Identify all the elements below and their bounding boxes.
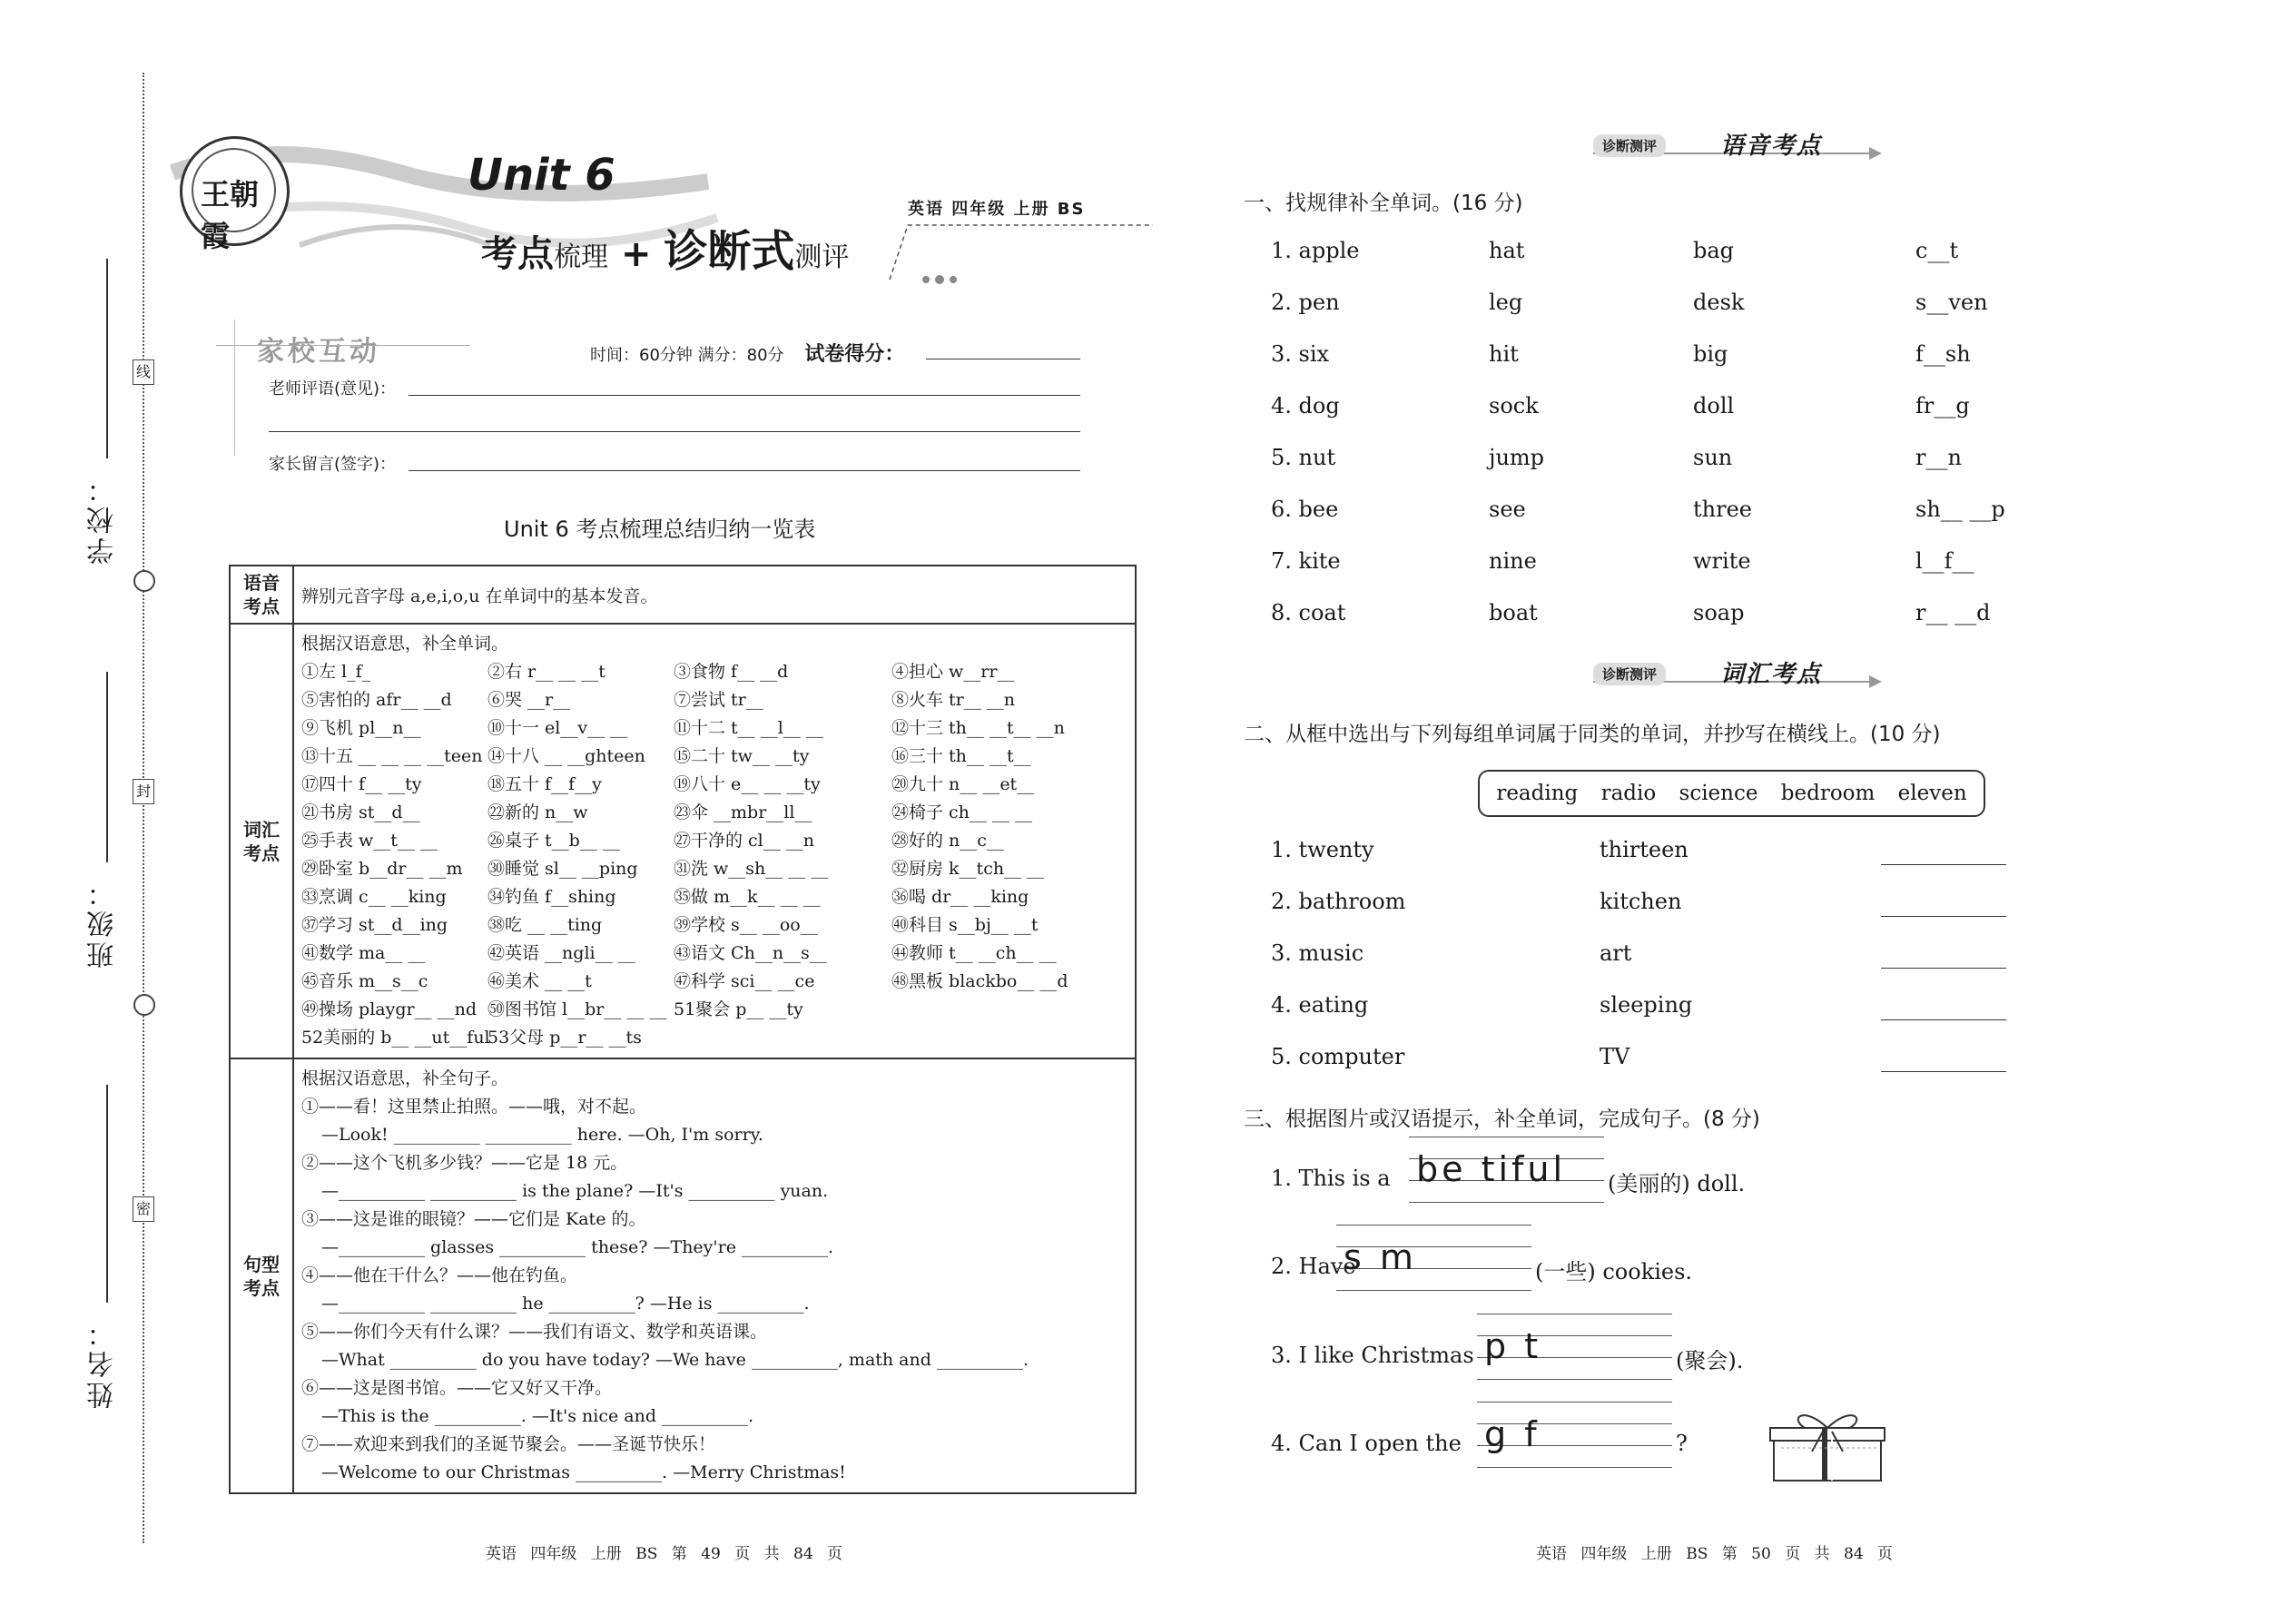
phonics-category: 语音 考点 bbox=[230, 566, 293, 624]
vocab-item: ⑪十二 t__ __l__ __ bbox=[674, 718, 823, 738]
vocab-item: ⑮二十 tw__ __ty bbox=[674, 746, 810, 766]
vocab-row bbox=[230, 624, 1136, 1058]
vocab-item: ㊵科目 s__bj__ __t bbox=[891, 915, 1039, 935]
q2-word: 4. eating bbox=[1271, 992, 1369, 1018]
sentence-prompt: ⑥——这是图书馆。——它又好又干净。 bbox=[301, 1378, 613, 1398]
q2-word: 5. computer bbox=[1271, 1044, 1405, 1069]
q3-handwriting-answer[interactable] bbox=[1336, 1225, 1531, 1294]
q3-handwriting-answer[interactable] bbox=[1477, 1314, 1672, 1383]
vocab-category: 词汇 考点 bbox=[230, 624, 293, 1058]
time-info: 时间：60分钟 满分：80分 bbox=[590, 346, 784, 365]
section-tag-vocab: 诊断测评 词汇考点 bbox=[1593, 655, 1893, 692]
q1-blank-word[interactable]: fr__g bbox=[1915, 393, 1970, 418]
q3-sentence-start: 4. Can I open the bbox=[1271, 1431, 1462, 1456]
vocab-item: ⑱五十 f__f__y bbox=[487, 774, 602, 794]
header-dashed-line bbox=[871, 216, 1162, 289]
sentence-prompt: ④——他在干什么？——他在钓鱼。 bbox=[301, 1265, 578, 1285]
sentence-prompt: ②——这个飞机多少钱？——它是 18 元。 bbox=[301, 1153, 628, 1173]
q3-sentence-end: (聚会). bbox=[1676, 1348, 1744, 1373]
section-tag-phonics: 诊断测评 语音考点 bbox=[1593, 127, 1893, 163]
q1-word: see bbox=[1489, 497, 1526, 522]
q1-blank-word[interactable]: r__n bbox=[1915, 445, 1962, 470]
phonics-row bbox=[230, 566, 1136, 624]
vocab-item: ㊹教师 t__ __ch__ __ bbox=[891, 943, 1057, 963]
vocab-item: ①左 l_f_ bbox=[301, 662, 371, 682]
parent-note-label: 家长留言(签字)： bbox=[269, 455, 397, 474]
word-box: reading radio science bedroom eleven bbox=[1478, 770, 1985, 817]
sentence-blank-line: —__________ __________ is the plane? —It's __________ yuan. bbox=[321, 1181, 829, 1201]
phonics-text: 辨别元音字母 a,e,i,o,u 在单词中的基本发音。 bbox=[293, 566, 1136, 624]
q2-answer-line[interactable] bbox=[1881, 1071, 2006, 1072]
left-footer: 英语 四年级 上册 BS 第 49 页 共 84 页 bbox=[486, 1545, 843, 1563]
sentence-blank-line: —What __________ do you have today? —We have __________, math and __________. bbox=[321, 1350, 1029, 1370]
binding-dotted-line bbox=[143, 73, 144, 1543]
vocab-item: ㉟做 m__k__ __ __ bbox=[674, 887, 821, 907]
vocab-item: ㉑书房 st__d__ bbox=[301, 802, 420, 822]
q2-word: 1. twenty bbox=[1271, 837, 1374, 862]
q1-word: jump bbox=[1489, 445, 1545, 470]
vocab-item: ⑫十三 th__ __t__ __n bbox=[891, 718, 1065, 738]
q1-word: 1. apple bbox=[1271, 238, 1360, 263]
vocab-item: ②右 r__ __ __t bbox=[487, 662, 605, 682]
q3-title: 三、根据图片或汉语提示，补全单词，完成句子。(8 分) bbox=[1244, 1107, 1760, 1131]
vocab-item: ㊾操场 playgr__ __nd bbox=[301, 999, 478, 1019]
q1-word: three bbox=[1693, 497, 1752, 522]
q1-blank-word[interactable]: c__t bbox=[1915, 238, 1959, 263]
q1-blank-word[interactable]: s__ven bbox=[1915, 290, 1988, 315]
q3-sentence-start: 3. I like Christmas bbox=[1271, 1343, 1474, 1368]
vocab-item: ㉙卧室 b__dr__ __m bbox=[301, 859, 463, 879]
q1-word: 5. nut bbox=[1271, 445, 1336, 470]
sentence-blank-line: —This is the __________. —It's nice and __________. bbox=[321, 1406, 754, 1426]
vocab-item bbox=[891, 1024, 1091, 1052]
vocab-item: ⑨飞机 pl__n__ bbox=[301, 718, 421, 738]
q1-blank-word[interactable]: f__sh bbox=[1915, 341, 1971, 367]
vocab-item: ㉗干净的 cl__ __n bbox=[674, 831, 815, 851]
q1-title: 一、找规律补全单词。(16 分) bbox=[1244, 192, 1523, 215]
vocab-item: ㊺音乐 m__s__c bbox=[301, 971, 428, 991]
school-field[interactable] bbox=[106, 259, 108, 458]
q1-word: 7. kite bbox=[1271, 548, 1341, 574]
q2-word: TV bbox=[1600, 1044, 1630, 1069]
gift-box-image bbox=[1768, 1412, 1886, 1486]
q3-handwriting-answer[interactable] bbox=[1409, 1137, 1604, 1206]
sentence-blank-line: —Welcome to our Christmas __________. —Merry Christmas! bbox=[321, 1462, 846, 1482]
seal-char-2: 封 bbox=[133, 779, 154, 804]
vocab-item: ㊶数学 ma__ __ bbox=[301, 943, 426, 963]
q1-word: 8. coat bbox=[1271, 600, 1346, 625]
vocab-item: ㉖桌子 t__b__ __ bbox=[487, 831, 620, 851]
q1-blank-word[interactable]: l__f__ bbox=[1915, 548, 1974, 574]
vocab-item: ㉞钓鱼 f__shing bbox=[487, 887, 616, 907]
q3-handwriting-text: s m bbox=[1344, 1237, 1417, 1277]
q3-sentence-start: 1. This is a bbox=[1271, 1166, 1391, 1191]
q1-word: soap bbox=[1693, 600, 1745, 625]
vocab-item: 52美丽的 b__ __ut__ful bbox=[301, 1028, 490, 1048]
q1-word: hit bbox=[1489, 341, 1519, 367]
q3-handwriting-text: be tiful bbox=[1416, 1149, 1567, 1189]
vocab-item: ⑧火车 tr__ __n bbox=[891, 690, 1016, 710]
vocab-instruction: 根据汉语意思，补全单词。 bbox=[301, 634, 509, 654]
vocab-item: ㉕手表 w__t__ __ bbox=[301, 831, 438, 851]
binding-hole-1 bbox=[133, 570, 155, 592]
q1-word: 2. pen bbox=[1271, 290, 1340, 315]
vocab-item: ⑥哭 __r__ bbox=[487, 690, 571, 710]
vocab-item: ⑩十一 el__v__ __ bbox=[487, 718, 628, 738]
seal-char-3: 密 bbox=[133, 1196, 154, 1222]
summary-title: Unit 6 考点梳理总结归纳一览表 bbox=[504, 517, 816, 542]
vocab-item: ㊿图书馆 l__br__ __ __ bbox=[487, 999, 667, 1019]
q1-word: doll bbox=[1693, 393, 1735, 418]
vocab-item bbox=[674, 1024, 891, 1052]
parent-note-line[interactable] bbox=[409, 470, 1080, 471]
q2-answer-line[interactable] bbox=[1881, 968, 2006, 969]
sentences-row bbox=[230, 1058, 1136, 1493]
q3-sentence-end: (一些) cookies. bbox=[1535, 1259, 1693, 1284]
summary-table bbox=[229, 565, 1137, 1494]
sentence-prompt: ①——看！这里禁止拍照。——哦，对不起。 bbox=[301, 1097, 647, 1117]
q3-sentence-end: (美丽的) doll. bbox=[1608, 1171, 1746, 1196]
vocab-item: ⑰四十 f__ __ty bbox=[301, 774, 422, 794]
binding-hole-2 bbox=[133, 994, 155, 1016]
vocab-item bbox=[891, 996, 1091, 1024]
vocab-item: ㉝烹调 c__ __king bbox=[301, 887, 447, 907]
vocab-item: ⑤害怕的 afr__ __d bbox=[301, 690, 452, 710]
right-footer: 英语 四年级 上册 BS 第 50 页 共 84 页 bbox=[1536, 1545, 1894, 1563]
q1-word: nine bbox=[1489, 548, 1537, 574]
q1-word: boat bbox=[1489, 600, 1538, 625]
q1-word: 4. dog bbox=[1271, 393, 1340, 418]
name-field[interactable] bbox=[106, 1085, 108, 1303]
vocab-item: ㊱喝 dr__ __king bbox=[891, 887, 1029, 907]
vocab-item: ⑯三十 th__ __t__ bbox=[891, 746, 1031, 766]
vocab-item: ④担心 w__rr__ bbox=[891, 662, 1015, 682]
vocab-item: ㉔椅子 ch__ __ __ bbox=[891, 802, 1032, 822]
q2-word: 2. bathroom bbox=[1271, 889, 1406, 914]
vocab-item: ㊼科学 sci__ __ce bbox=[674, 971, 815, 991]
vocab-item: ㉛洗 w__sh__ __ __ bbox=[674, 859, 829, 879]
q3-handwriting-answer[interactable] bbox=[1477, 1402, 1672, 1471]
sentence-prompt: ⑦——欢迎来到我们的圣诞节聚会。——圣诞节快乐！ bbox=[301, 1434, 716, 1454]
vocab-item: ㉜厨房 k__tch__ __ bbox=[891, 859, 1045, 879]
q2-word: sleeping bbox=[1600, 992, 1693, 1018]
vocab-item: ⑦尝试 tr__ bbox=[674, 690, 763, 710]
q1-word: sock bbox=[1489, 393, 1539, 418]
vocab-item: 53父母 p__r__ __ts bbox=[487, 1028, 642, 1048]
q3-handwriting-text: g f bbox=[1484, 1414, 1541, 1454]
teacher-comment-label: 老师评语(意见)： bbox=[269, 379, 397, 399]
q2-title: 二、从框中选出与下列每组单词属于同类的单词，并抄写在横线上。(10 分) bbox=[1244, 723, 1941, 746]
sentences-cell bbox=[293, 1058, 1136, 1493]
q1-blank-word[interactable]: sh__ __p bbox=[1915, 497, 2005, 522]
vocab-item: ㉘好的 n__c__ bbox=[891, 831, 1004, 851]
vocab-item: ㊽黑板 blackbo__ __d bbox=[891, 971, 1068, 991]
vocab-item: ㊲学习 st__d__ing bbox=[301, 915, 448, 935]
q1-word: big bbox=[1693, 341, 1728, 367]
vocab-item: 51聚会 p__ __ty bbox=[674, 999, 803, 1019]
sentences-category: 句型 考点 bbox=[230, 1058, 293, 1493]
vocab-item: ⑬十五 __ __ __ __teen bbox=[301, 746, 483, 766]
home-school-badge: 家校互动 bbox=[257, 336, 380, 368]
q2-answer-line[interactable] bbox=[1881, 1019, 2006, 1020]
main-title: 考点梳理 + 诊断式测评 bbox=[481, 226, 850, 277]
q1-blank-word[interactable]: r__ __d bbox=[1915, 600, 1991, 625]
teacher-comment-line-1[interactable] bbox=[409, 395, 1080, 396]
vocab-item: ⑲八十 e__ __ __ty bbox=[674, 774, 821, 794]
q3-handwriting-text: p t bbox=[1484, 1326, 1542, 1366]
q1-word: leg bbox=[1489, 290, 1523, 315]
vocab-item: ㊷英语 __ngli__ __ bbox=[487, 943, 635, 963]
score-label: 试卷得分： bbox=[804, 343, 905, 366]
class-label: 班级： bbox=[87, 876, 119, 969]
sentence-prompt: ⑤——你们今天有什么课？——我们有语文、数学和英语课。 bbox=[301, 1322, 768, 1342]
q2-answer-line[interactable] bbox=[1881, 864, 2006, 865]
q1-word: bag bbox=[1693, 238, 1735, 263]
q1-word: sun bbox=[1693, 445, 1733, 470]
q2-word: art bbox=[1600, 940, 1632, 966]
vocab-item: ㊻美术 __ __t bbox=[487, 971, 592, 991]
q1-word: 6. bee bbox=[1271, 497, 1339, 522]
vocab-item: ㉒新的 n__w bbox=[487, 802, 588, 822]
q3-sentence-end: ? bbox=[1676, 1431, 1688, 1456]
school-label: 学校： bbox=[87, 472, 119, 565]
teacher-comment-line-2[interactable] bbox=[269, 431, 1080, 432]
vocab-item: ③食物 f__ __d bbox=[674, 662, 789, 682]
sentences-instruction: 根据汉语意思，补全句子。 bbox=[301, 1068, 509, 1088]
logo-text: 王朝霞 bbox=[201, 177, 260, 253]
q1-word: 3. six bbox=[1271, 341, 1330, 367]
q3-sentence-start: 2. Have bbox=[1271, 1254, 1356, 1279]
unit-title: Unit 6 bbox=[468, 150, 615, 201]
sentence-blank-line: —__________ __________ he __________? —He is __________. bbox=[321, 1294, 810, 1314]
vocab-item: ㊴学校 s__ __oo__ bbox=[674, 915, 818, 935]
vocab-item: ⑭十八 __ __ghteen bbox=[487, 746, 645, 766]
test-meta bbox=[590, 339, 904, 367]
sentence-blank-line: —Look! __________ __________ here. —Oh, I'm sorry. bbox=[321, 1125, 763, 1145]
sentence-blank-line: —__________ glasses __________ these? —They're __________. bbox=[321, 1237, 834, 1257]
vocab-item: ㊳吃 __ __ting bbox=[487, 915, 603, 935]
vocab-item: ⑳九十 n__ __et__ bbox=[891, 774, 1035, 794]
publisher-logo bbox=[180, 136, 290, 253]
sentence-prompt: ③——这是谁的眼镜？——它们是 Kate 的。 bbox=[301, 1209, 646, 1229]
vocab-item: ㉓伞 __mbr__ll__ bbox=[674, 802, 812, 822]
q2-answer-line[interactable] bbox=[1881, 916, 2006, 917]
subject-bar: 英语 四年级 上册 BS bbox=[908, 200, 1086, 219]
name-label: 姓名： bbox=[87, 1316, 119, 1409]
vocab-cell bbox=[293, 624, 1136, 1058]
vocab-item: ㊸语文 Ch__n__s__ bbox=[674, 943, 827, 963]
class-field[interactable] bbox=[106, 672, 108, 862]
q2-word: 3. music bbox=[1271, 940, 1364, 966]
vocab-item: ㉚睡觉 sl__ __ping bbox=[487, 859, 638, 879]
vocab-grid bbox=[301, 658, 1127, 1052]
q1-word: write bbox=[1693, 548, 1751, 574]
q1-word: hat bbox=[1489, 238, 1525, 263]
q2-word: thirteen bbox=[1600, 837, 1689, 862]
seal-char-1: 线 bbox=[133, 359, 154, 385]
q1-word: desk bbox=[1693, 290, 1745, 315]
q2-word: kitchen bbox=[1600, 889, 1682, 914]
